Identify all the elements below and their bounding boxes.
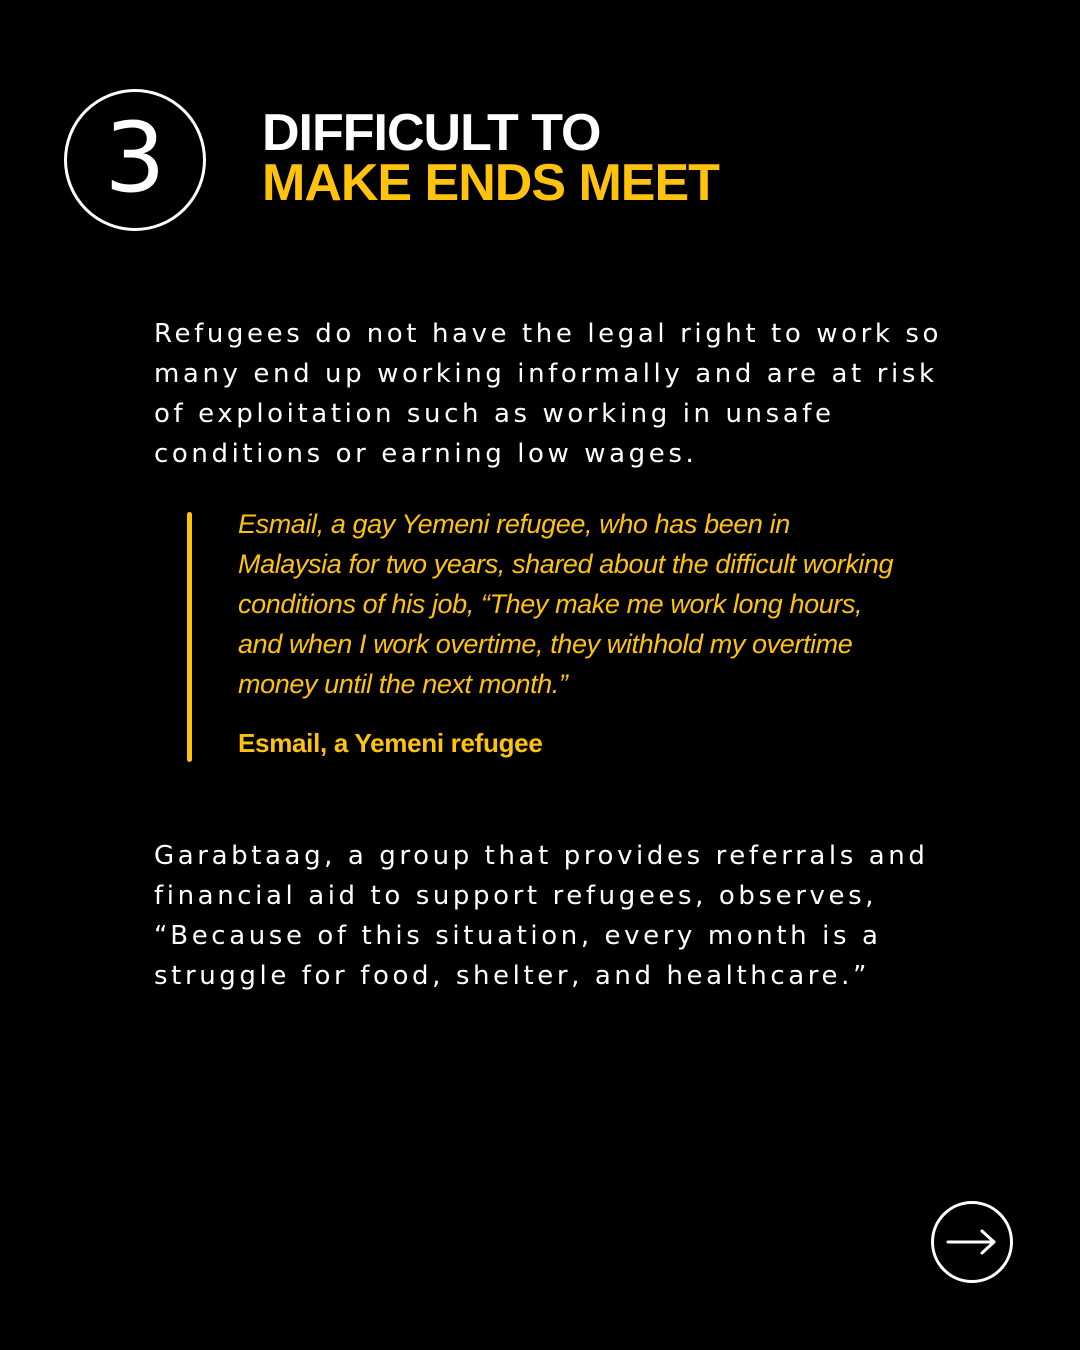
title-line-2: MAKE ENDS MEET [262,154,719,212]
section-number-badge [64,89,206,231]
section-number: 3 [104,102,166,214]
closing-paragraph: Garabtaag, a group that provides referrals and financial aid to support refugees, observes, “Because of this situation, every month is a struggle for food, shelter, and healthcare.” [154,841,929,991]
quote-attribution: Esmail, a Yemeni refugee [238,728,543,758]
intro-paragraph: Refugees do not have the legal right to work so many end up working informally and are at risk of exploitation such as working in unsafe conditions or earning low wages. [154,319,943,469]
quote-text: Esmail, a gay Yemeni refugee, who has been in Malaysia for two years, shared about the difficult working conditions of his job, “They make me work long hours, and when I work overtime, they withhold my overtime money until the next month.” [238,509,894,699]
page-title [262,104,719,212]
title-line-1: DIFFICULT TO [262,104,601,162]
arrow-right-icon [946,1228,998,1256]
quote-accent-bar [187,512,192,762]
next-slide-button[interactable] [931,1201,1013,1283]
